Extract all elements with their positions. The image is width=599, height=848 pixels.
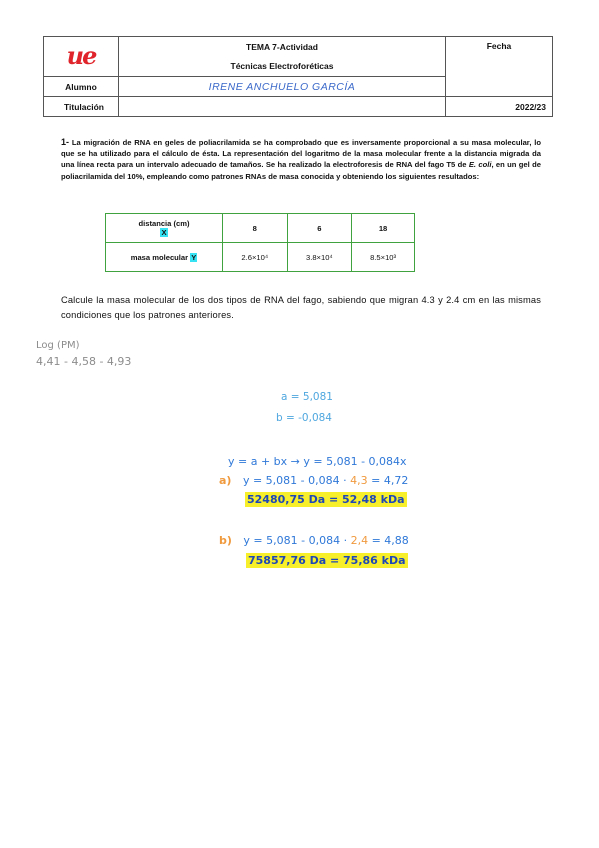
- part-b-marker: b): [219, 534, 232, 547]
- table-row-label-distance: distancia (cm) X: [106, 214, 223, 243]
- table-cell: 18: [352, 214, 415, 243]
- university-logo: ue: [66, 40, 96, 70]
- regression-equation: y = a + bx → y = 5,081 - 0,084x: [228, 455, 407, 468]
- b-value: b = -0,084: [276, 412, 332, 424]
- part-b-calc: b) y = 5,081 - 0,084 · 2,4 = 4,88: [219, 534, 409, 547]
- alumno-label: Alumno: [44, 77, 119, 97]
- part-a-result: 52480,75 Da = 52,48 kDa: [247, 493, 405, 506]
- fecha-cell: [446, 37, 553, 97]
- a-value: a = 5,081: [281, 391, 333, 403]
- title-cell: [119, 37, 446, 77]
- part-a-x: 4,3: [350, 474, 368, 487]
- table-cell: 8: [223, 214, 288, 243]
- y-marker: Y: [191, 252, 197, 262]
- log-values: 4,41 - 4,58 - 4,93: [36, 355, 132, 368]
- logo-cell: [44, 37, 119, 77]
- part-a-calc: a) y = 5,081 - 0,084 · 4,3 = 4,72: [219, 474, 409, 487]
- table-row-label-mass: masa molecular Y: [106, 243, 223, 272]
- year-value: 2022/23: [446, 97, 553, 117]
- x-marker: X: [161, 228, 167, 237]
- problem-statement: [61, 137, 541, 182]
- problem-number: 1-: [61, 137, 70, 147]
- table-cell: 3.8×10⁴: [287, 243, 352, 272]
- data-table: [105, 213, 415, 272]
- question-text: Calcule la masa molecular de los dos tipos de RNA del fago, sabiendo que migran 4.3 y 2.4 cm en las mismas condiciones que los patrones anteriores.: [61, 295, 541, 320]
- part-b-x: 2,4: [350, 534, 369, 547]
- alumno-name: IRENE ANCHUELO GARCÍA: [119, 77, 446, 97]
- table-cell: 6: [287, 214, 352, 243]
- problem-text-1: La migración de RNA en geles de poliacrilamida se ha comprobado que es inversamente proporcional a su masa molecular, lo que se ha utilizado para el cálculo de ésta. La representación del logaritmo de la masa molecular frente a la distancia migrada da una línea recta para un intervalo adecuado de tamaños. Se ha realizado la electroforesis de RNA del fago T5 de: [61, 138, 541, 170]
- doc-subtitle: Técnicas Electroforéticas: [230, 61, 334, 71]
- table-cell: 8.5×10³: [352, 243, 415, 272]
- problem-italic: E. coli: [468, 160, 492, 170]
- problem-text-2: , en un gel de poliacrilamida del 10%, empleando como patrones RNAs de masa conocida y obteniendo los siguientes resultados:: [61, 160, 541, 181]
- part-a-marker: a): [219, 474, 232, 487]
- doc-title: TEMA 7-Actividad: [246, 42, 318, 52]
- fecha-label: Fecha: [486, 41, 512, 51]
- header-table: [43, 36, 553, 117]
- titulacion-value: [119, 97, 446, 117]
- log-label: Log (PM): [36, 340, 80, 351]
- titulacion-label: Titulación: [44, 97, 119, 117]
- table-cell: 2.6×10⁴: [223, 243, 288, 272]
- part-b-result: 75857,76 Da = 75,86 kDa: [248, 554, 406, 567]
